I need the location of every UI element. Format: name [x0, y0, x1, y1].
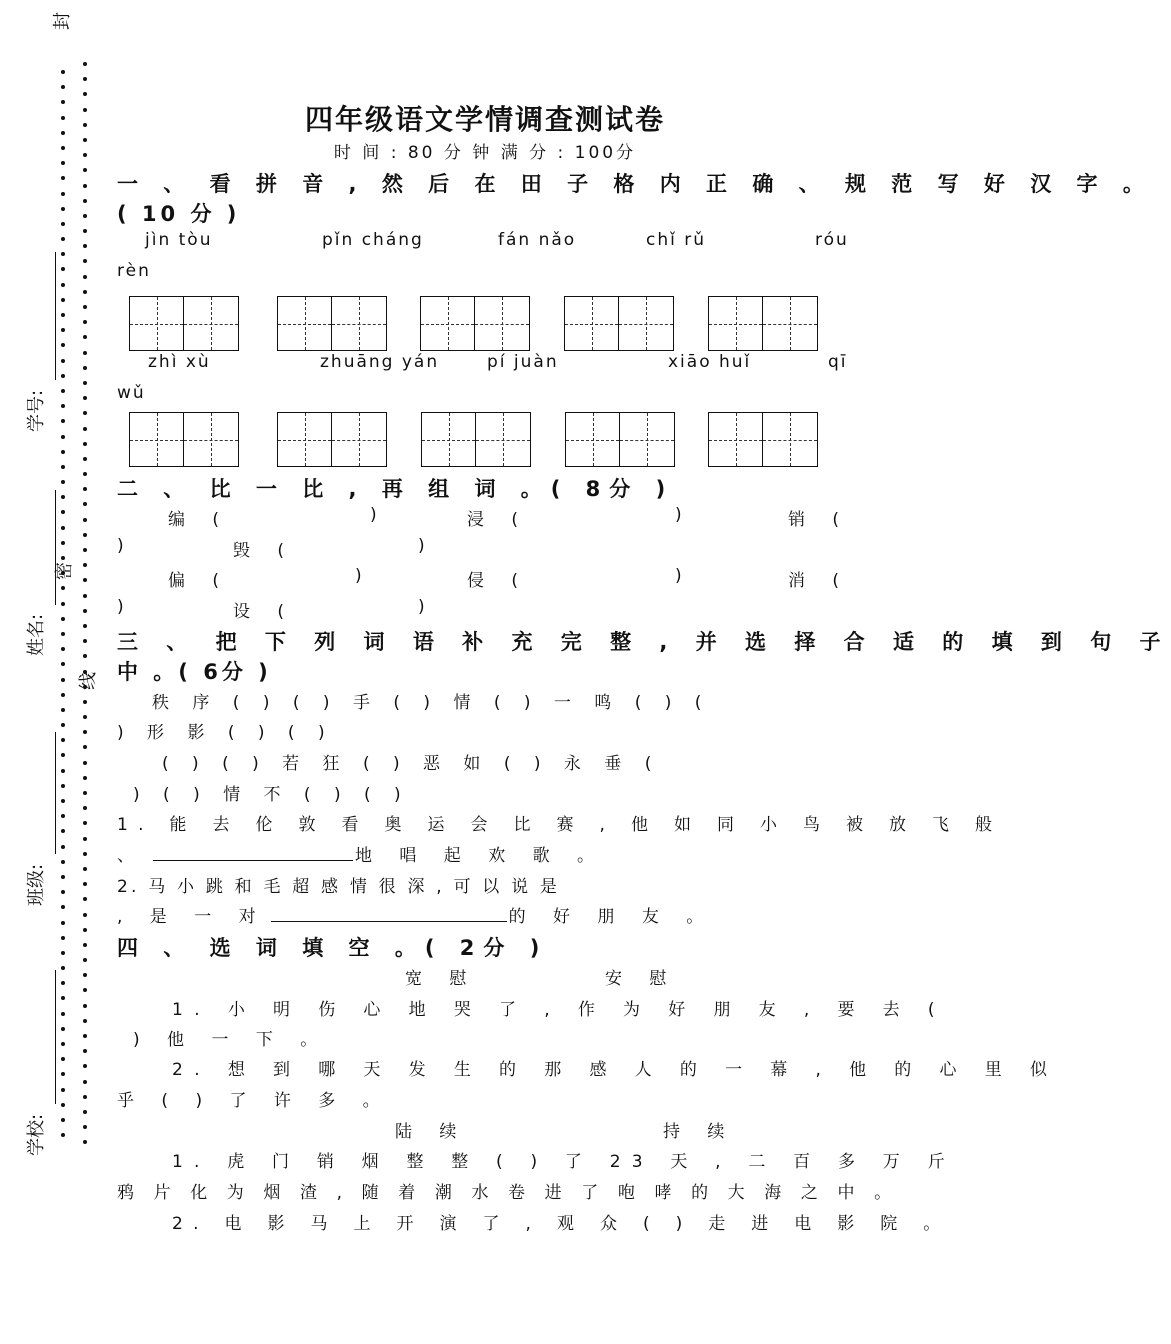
tianzige-row-2-box-4[interactable]: [565, 412, 675, 467]
binding-dot: [61, 693, 65, 697]
binding-dot: [61, 435, 65, 439]
binding-dot: [61, 328, 65, 332]
binding-dot: [83, 821, 87, 825]
tianzige-row-1-box-5[interactable]: [708, 296, 818, 351]
binding-dot: [61, 829, 65, 833]
binding-dot: [83, 943, 87, 947]
binding-dot: [61, 419, 65, 423]
s4-p1-q1-a: 1. 小 明 伤 心 地 哭 了 , 作 为 好 朋 友 , 要 去 (: [172, 1000, 946, 1020]
s3-q2-prefix: , 是 一 对: [117, 907, 267, 927]
binding-dot: [61, 1012, 65, 1016]
seal-char-xian: 线: [78, 672, 99, 690]
binding-dot: [61, 359, 65, 363]
binding-dot: [83, 730, 87, 734]
s2-l3-e: 消 (: [788, 571, 851, 591]
section-1-points: ( 10 分 ): [117, 202, 241, 226]
binding-dot: [83, 988, 87, 992]
binding-dot: [61, 267, 65, 271]
binding-dot: [83, 563, 87, 567]
binding-dot: [61, 784, 65, 788]
section-1-heading: 一 、 看 拼 音 , 然 后 在 田 子 格 内 正 确 、 规 范 写 好 汉 字 。: [117, 172, 1153, 196]
binding-dot: [83, 487, 87, 491]
s3-q1-blank[interactable]: [153, 860, 353, 861]
s4-word-2: 安 慰: [605, 969, 678, 989]
binding-dot: [61, 495, 65, 499]
binding-dot: [61, 313, 65, 317]
binding-dot: [61, 480, 65, 484]
binding-dot: [61, 921, 65, 925]
binding-dot: [83, 229, 87, 233]
binding-dot: [61, 70, 65, 74]
seal-char-feng: 封: [52, 12, 73, 30]
name-label: 姓名:: [26, 613, 48, 657]
binding-dot: [83, 958, 87, 962]
binding-dot: [83, 214, 87, 218]
binding-dot: [83, 502, 87, 506]
binding-dot: [61, 662, 65, 666]
s2-l3-a: 偏 (: [168, 571, 231, 591]
binding-dot: [83, 548, 87, 552]
binding-dot: [83, 973, 87, 977]
binding-dot: [61, 85, 65, 89]
binding-dot: [83, 1034, 87, 1038]
binding-dot: [61, 1103, 65, 1107]
binding-dot: [83, 578, 87, 582]
tianzige-row-1-box-3[interactable]: [420, 296, 530, 351]
binding-dot: [61, 1042, 65, 1046]
binding-dot: [61, 981, 65, 985]
binding-dot: [61, 222, 65, 226]
section-3-heading: 三 、 把 下 列 词 语 补 充 完 整 , 并 选 择 合 适 的 填 到 句 子: [117, 630, 1171, 654]
section-4-heading: 四 、 选 词 填 空 。( 2分 ): [117, 936, 549, 960]
pinyin-2-4: xiāo huǐ: [668, 352, 752, 372]
pinyin-2-5: qī: [828, 352, 848, 372]
s4-p1-q1-b: ) 他 一 下 。: [133, 1030, 329, 1050]
binding-dot: [61, 252, 65, 256]
student-number-line: [55, 252, 56, 380]
binding-dot: [61, 465, 65, 469]
binding-dot: [83, 199, 87, 203]
s4-p1-q2-b: 乎 ( ) 了 许 多 。: [117, 1091, 391, 1111]
binding-dot: [83, 654, 87, 658]
binding-dots-right: [83, 62, 89, 1156]
binding-dot: [83, 837, 87, 841]
name-line: [55, 490, 56, 605]
binding-dot: [83, 1110, 87, 1114]
tianzige-row-2-box-2[interactable]: [277, 412, 387, 467]
binding-dot: [83, 928, 87, 932]
s2-l1-e: 销 (: [788, 510, 851, 530]
binding-dot: [61, 708, 65, 712]
binding-dot: [61, 875, 65, 879]
binding-dot: [83, 77, 87, 81]
binding-dot: [61, 176, 65, 180]
s3-q2-blank[interactable]: [271, 921, 507, 922]
s3-q2-line2: [117, 902, 714, 927]
binding-dot: [83, 609, 87, 613]
binding-dot: [83, 351, 87, 355]
tianzige-row-2-box-5[interactable]: [708, 412, 818, 467]
s3-q2-suffix: 的 好 朋 友 。: [508, 907, 715, 927]
binding-dot: [61, 723, 65, 727]
binding-dot: [61, 678, 65, 682]
binding-dot: [83, 1125, 87, 1129]
s4-p1-q2-a: 2. 想 到 哪 天 发 生 的 那 感 人 的 一 幕 , 他 的 心 里 似: [172, 1060, 1059, 1080]
binding-dot: [61, 404, 65, 408]
binding-dot: [83, 62, 87, 66]
binding-dot: [83, 396, 87, 400]
binding-dot: [61, 890, 65, 894]
binding-dot: [83, 624, 87, 628]
binding-dot: [83, 1095, 87, 1099]
pinyin-1-2: pǐn cháng: [322, 230, 424, 250]
binding-dot: [61, 738, 65, 742]
s4-word-4: 持 续: [663, 1122, 736, 1142]
s3-q1-prefix: 、: [117, 846, 145, 866]
binding-dot: [61, 1133, 65, 1137]
binding-dot: [61, 996, 65, 1000]
s3-idioms-l1: 秩 序 ( ) ( ) 手 ( ) 情 ( ) 一 鸣 ( ) (: [152, 693, 711, 713]
binding-dot: [61, 860, 65, 864]
s3-q1-line1: 1. 能 去 伦 敦 看 奥 运 会 比 赛 , 他 如 同 小 鸟 被 放 飞 般: [117, 815, 1003, 835]
binding-dot: [83, 1019, 87, 1023]
tianzige-row-2-box-3[interactable]: [421, 412, 531, 467]
binding-dot: [61, 845, 65, 849]
binding-dot: [83, 806, 87, 810]
binding-dot: [83, 761, 87, 765]
class-line: [55, 732, 56, 854]
binding-dot: [61, 814, 65, 818]
s2-l4-a: ): [117, 597, 135, 617]
binding-dot: [83, 1080, 87, 1084]
binding-dot: [61, 602, 65, 606]
binding-dot: [61, 905, 65, 909]
s2-l3-c: 侵 (: [467, 571, 530, 591]
binding-dot: [83, 852, 87, 856]
pinyin-1-wrap: rèn: [117, 261, 151, 281]
pinyin-1-1: jìn tòu: [145, 230, 213, 250]
binding-dot: [83, 184, 87, 188]
section-3-points: 中 。( 6分 ): [117, 660, 272, 684]
binding-dot: [83, 472, 87, 476]
s3-idioms-l2: ) 形 影 ( ) ( ): [117, 723, 334, 743]
pinyin-2-wrap: wǔ: [117, 383, 146, 403]
class-label: 班级:: [26, 863, 48, 907]
binding-dot: [83, 1064, 87, 1068]
binding-dot: [83, 1004, 87, 1008]
pinyin-2-3: pí juàn: [487, 352, 559, 372]
s4-p2-q2: 2. 电 影 马 上 开 演 了 , 观 众 ( ) 走 进 电 影 院 。: [172, 1214, 951, 1234]
pinyin-1-3: fán nǎo: [498, 230, 577, 250]
binding-dots-left: [61, 70, 67, 1148]
binding-dot: [83, 442, 87, 446]
s4-word-1: 宽 慰: [405, 969, 478, 989]
binding-dot: [83, 411, 87, 415]
binding-dot: [83, 244, 87, 248]
s3-q2-line1: 2. 马 小 跳 和 毛 超 感 情 很 深 , 可 以 说 是: [117, 877, 561, 897]
binding-dot: [61, 374, 65, 378]
binding-dot: [83, 1049, 87, 1053]
binding-dot: [83, 594, 87, 598]
binding-dot: [61, 1072, 65, 1076]
binding-dot: [61, 207, 65, 211]
binding-dot: [61, 450, 65, 454]
binding-dot: [61, 1027, 65, 1031]
binding-dot: [61, 389, 65, 393]
s2-l1-c: 浸 (: [467, 510, 530, 530]
binding-dot: [83, 168, 87, 172]
s2-l1-d: ): [675, 505, 693, 525]
section-2-heading: 二 、 比 一 比 , 再 组 词 。( 8分 ): [117, 477, 675, 501]
binding-dot: [83, 913, 87, 917]
binding-dot: [83, 457, 87, 461]
s3-q1-line2: [117, 841, 605, 866]
pinyin-2-1: zhì xù: [148, 352, 211, 372]
binding-dot: [61, 298, 65, 302]
binding-dot: [61, 541, 65, 545]
pinyin-1-4: chǐ rǔ: [646, 230, 707, 250]
exam-meta: 时 间 : 80 分 钟 满 分 : 100分: [333, 143, 637, 163]
s2-l3-b: ): [355, 566, 373, 586]
binding-dot: [83, 305, 87, 309]
s4-p2-q1-b: 鸦 片 化 为 烟 渣 , 随 着 潮 水 卷 进 了 咆 哮 的 大 海 之 中 。: [117, 1183, 899, 1203]
binding-dot: [83, 275, 87, 279]
binding-dot: [61, 556, 65, 560]
tianzige-row-1-box-4[interactable]: [564, 296, 674, 351]
binding-dot: [61, 192, 65, 196]
binding-dot: [83, 335, 87, 339]
tianzige-row-1-box-2[interactable]: [277, 296, 387, 351]
binding-dot: [83, 897, 87, 901]
tianzige-row-1-box-1[interactable]: [129, 296, 239, 351]
binding-dot: [83, 639, 87, 643]
binding-dot: [83, 715, 87, 719]
binding-dot: [61, 343, 65, 347]
binding-dot: [61, 799, 65, 803]
binding-dot: [83, 791, 87, 795]
binding-dot: [61, 510, 65, 514]
binding-dot: [61, 753, 65, 757]
binding-dot: [83, 533, 87, 537]
s4-p2-q1-a: 1. 虎 门 销 烟 整 整 ( ) 了 23 天 , 二 百 多 万 斤: [172, 1152, 956, 1172]
binding-dot: [83, 320, 87, 324]
pinyin-2-2: zhuāng yán: [320, 352, 440, 372]
page-title: 四年级语文学情调查测试卷: [304, 103, 665, 136]
binding-dot: [61, 617, 65, 621]
binding-dot: [61, 283, 65, 287]
binding-dot: [61, 936, 65, 940]
binding-dot: [83, 92, 87, 96]
binding-dot: [83, 1140, 87, 1144]
binding-dot: [83, 381, 87, 385]
school-line: [55, 970, 56, 1104]
binding-dot: [83, 427, 87, 431]
pinyin-1-5: róu: [815, 230, 849, 250]
binding-dot: [83, 700, 87, 704]
binding-dot: [61, 586, 65, 590]
binding-dot: [83, 776, 87, 780]
s2-l2-c: ): [418, 536, 436, 556]
binding-dot: [61, 526, 65, 530]
tianzige-row-2-box-1[interactable]: [129, 412, 239, 467]
s2-l2-b: 毁 (: [233, 541, 296, 561]
binding-dot: [83, 867, 87, 871]
binding-dot: [61, 1057, 65, 1061]
binding-dot: [61, 1118, 65, 1122]
binding-dot: [61, 1088, 65, 1092]
binding-dot: [83, 259, 87, 263]
binding-dot: [61, 647, 65, 651]
school-label: 学校:: [26, 1113, 48, 1157]
student-number-label: 学号:: [26, 389, 48, 433]
s2-l2-a: ): [117, 536, 135, 556]
binding-dot: [61, 966, 65, 970]
seal-char-mi: 密: [54, 562, 75, 580]
binding-dot: [83, 882, 87, 886]
s3-q1-suffix: 地 唱 起 欢 歌 。: [355, 846, 606, 866]
binding-dot: [61, 769, 65, 773]
binding-dot: [61, 951, 65, 955]
s2-l1-a: 编 (: [168, 510, 231, 530]
binding-dot: [83, 290, 87, 294]
s3-idioms-l4: ) ( ) 情 不 ( ) ( ): [133, 785, 410, 805]
s2-l3-d: ): [675, 566, 693, 586]
s2-l1-b: ): [370, 505, 388, 525]
binding-dot: [83, 745, 87, 749]
s2-l4-c: ): [418, 597, 436, 617]
binding-dot: [83, 518, 87, 522]
s4-word-3: 陆 续: [395, 1122, 468, 1142]
s3-idioms-l3: ( ) ( ) 若 狂 ( ) 恶 如 ( ) 永 垂 (: [162, 754, 661, 774]
binding-dot: [83, 366, 87, 370]
binding-dot: [61, 632, 65, 636]
binding-dot: [61, 237, 65, 241]
s2-l4-b: 设 (: [233, 602, 296, 622]
